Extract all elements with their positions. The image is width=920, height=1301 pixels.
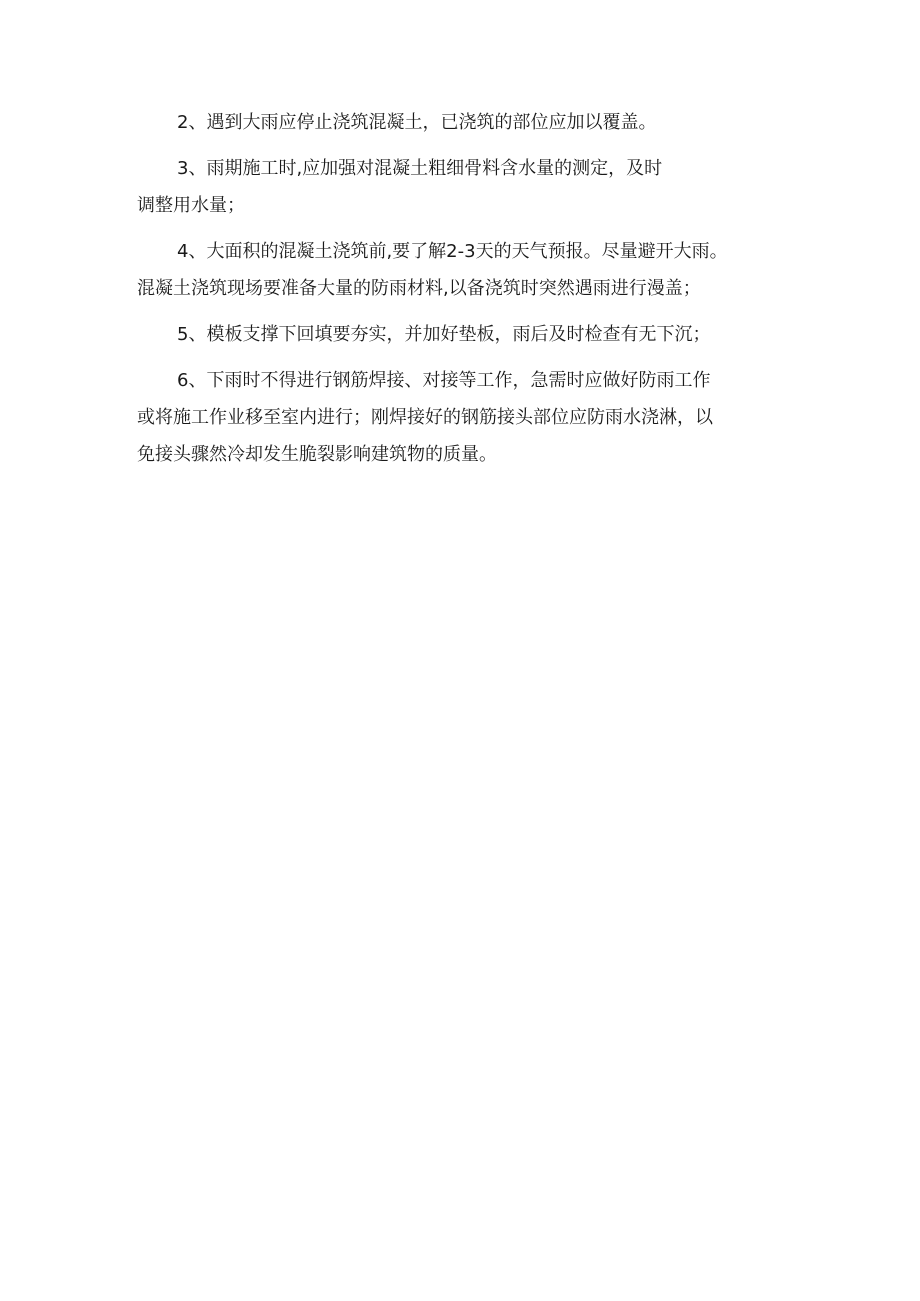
paragraph-line: 调整用水量； (137, 195, 245, 216)
paragraph-line: 混凝土浇筑现场要准备大量的防雨材料,以备浇筑时突然遇雨进行漫盖； (137, 278, 701, 299)
paragraph-line: 2、遇到大雨应停止浇筑混凝土，已浇筑的部位应加以覆盖。 (177, 112, 657, 133)
paragraph-line: 免接头骤然冷却发生脆裂影响建筑物的质量。 (137, 444, 497, 465)
paragraph-line: 3、雨期施工时,应加强对混凝土粗细骨料含水量的测定，及时 (177, 158, 663, 179)
paragraph-line: 或将施工作业移至室内进行；刚焊接好的钢筋接头部位应防雨水浇淋，以 (137, 407, 713, 428)
paragraph-4 (137, 233, 787, 307)
paragraph-3 (137, 150, 787, 224)
document-body (137, 104, 787, 473)
paragraph-2 (137, 104, 787, 141)
paragraph-line: 6、下雨时不得进行钢筋焊接、对接等工作，急需时应做好防雨工作 (177, 370, 711, 391)
paragraph-line: 4、大面积的混凝土浇筑前,要了解2-3天的天气预报。尽量避开大雨。 (177, 241, 728, 262)
paragraph-5 (137, 316, 787, 353)
paragraph-6 (137, 362, 787, 473)
paragraph-line: 5、模板支撑下回填要夯实，并加好垫板，雨后及时检查有无下沉； (177, 324, 711, 345)
